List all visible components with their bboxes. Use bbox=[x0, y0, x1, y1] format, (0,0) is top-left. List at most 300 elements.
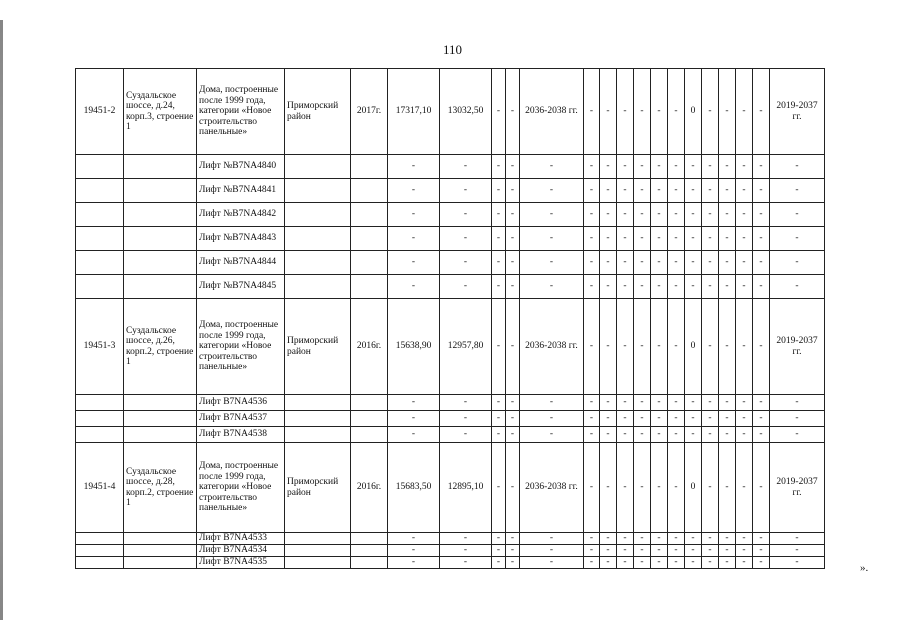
dash-cell: - bbox=[506, 443, 520, 533]
empty-cell bbox=[351, 533, 388, 545]
service-cell: - bbox=[584, 443, 600, 533]
register-id: 19451-3 bbox=[76, 299, 124, 395]
area-total: 15638,90 bbox=[388, 299, 440, 395]
dash-cell: - bbox=[492, 179, 506, 203]
value-cell: - bbox=[388, 227, 440, 251]
value-cell: - bbox=[440, 395, 492, 411]
value-cell: - bbox=[388, 275, 440, 299]
service-cell: - bbox=[617, 179, 634, 203]
service-cell: - bbox=[702, 545, 719, 557]
service-cell: - bbox=[617, 443, 634, 533]
empty-cell bbox=[285, 533, 351, 545]
service-cell: - bbox=[634, 533, 651, 545]
empty-cell bbox=[285, 179, 351, 203]
repair-period: - bbox=[520, 155, 584, 179]
overall-period: - bbox=[770, 545, 825, 557]
overall-period: - bbox=[770, 275, 825, 299]
area-total: 17317,10 bbox=[388, 69, 440, 155]
service-cell: - bbox=[668, 411, 685, 427]
value-cell: - bbox=[440, 203, 492, 227]
service-cell: - bbox=[702, 69, 719, 155]
empty-cell bbox=[76, 227, 124, 251]
service-cell: - bbox=[702, 427, 719, 443]
scan-edge-mark bbox=[0, 20, 3, 620]
repair-period: - bbox=[520, 395, 584, 411]
service-cell: - bbox=[634, 427, 651, 443]
service-cell: - bbox=[617, 545, 634, 557]
empty-cell bbox=[285, 203, 351, 227]
address: Суздальское шоссе, д.24, корп.3, строение 1 bbox=[124, 69, 197, 155]
repair-period: 2036-2038 гг. bbox=[520, 299, 584, 395]
service-cell: - bbox=[668, 443, 685, 533]
empty-cell bbox=[76, 251, 124, 275]
dash-cell: - bbox=[506, 533, 520, 545]
overall-period: - bbox=[770, 533, 825, 545]
dash-cell: - bbox=[506, 395, 520, 411]
service-cell: - bbox=[736, 533, 753, 545]
service-cell: - bbox=[702, 251, 719, 275]
value-cell: - bbox=[440, 251, 492, 275]
building-row bbox=[76, 443, 825, 533]
service-cell: - bbox=[634, 443, 651, 533]
empty-cell bbox=[76, 395, 124, 411]
empty-cell bbox=[285, 411, 351, 427]
service-cell: - bbox=[651, 395, 668, 411]
service-cell: - bbox=[719, 251, 736, 275]
service-cell: - bbox=[584, 299, 600, 395]
service-cell: - bbox=[617, 275, 634, 299]
value-cell: - bbox=[388, 557, 440, 569]
service-cell: - bbox=[753, 427, 770, 443]
service-cell: - bbox=[753, 251, 770, 275]
service-cell: - bbox=[600, 275, 617, 299]
empty-cell bbox=[124, 203, 197, 227]
service-cell: - bbox=[651, 545, 668, 557]
empty-cell bbox=[76, 533, 124, 545]
service-cell: - bbox=[600, 411, 617, 427]
service-cell: - bbox=[600, 427, 617, 443]
service-cell: - bbox=[702, 155, 719, 179]
empty-cell bbox=[285, 545, 351, 557]
service-cell: - bbox=[634, 227, 651, 251]
overall-period: - bbox=[770, 155, 825, 179]
dash-cell: - bbox=[492, 411, 506, 427]
value-cell: - bbox=[440, 557, 492, 569]
service-cell: - bbox=[651, 69, 668, 155]
value-cell: - bbox=[388, 545, 440, 557]
lift-row bbox=[76, 179, 825, 203]
service-cell: - bbox=[736, 179, 753, 203]
district: Приморский район bbox=[285, 443, 351, 533]
empty-cell bbox=[124, 557, 197, 569]
service-cell: - bbox=[584, 179, 600, 203]
service-cell: - bbox=[685, 545, 702, 557]
value-cell: - bbox=[388, 155, 440, 179]
service-cell: - bbox=[634, 251, 651, 275]
overall-period: 2019-2037 гг. bbox=[770, 299, 825, 395]
service-cell: - bbox=[719, 411, 736, 427]
service-cell: - bbox=[668, 203, 685, 227]
dash-cell: - bbox=[506, 545, 520, 557]
service-cell: - bbox=[736, 557, 753, 569]
service-cell: - bbox=[668, 251, 685, 275]
address: Суздальское шоссе, д.28, корп.2, строение 1 bbox=[124, 443, 197, 533]
service-cell: - bbox=[600, 533, 617, 545]
housing-register-table bbox=[75, 68, 825, 569]
empty-cell bbox=[351, 155, 388, 179]
service-cell: - bbox=[600, 545, 617, 557]
lift-row bbox=[76, 557, 825, 569]
service-cell: - bbox=[617, 203, 634, 227]
repair-period: - bbox=[520, 227, 584, 251]
repair-period: - bbox=[520, 179, 584, 203]
service-cell: - bbox=[753, 533, 770, 545]
service-cell: 0 bbox=[685, 69, 702, 155]
service-cell: - bbox=[753, 411, 770, 427]
service-cell: - bbox=[719, 69, 736, 155]
service-cell: - bbox=[617, 533, 634, 545]
service-cell: - bbox=[634, 411, 651, 427]
dash-cell: - bbox=[492, 427, 506, 443]
lift-label: Лифт №B7NA4845 bbox=[197, 275, 285, 299]
district: Приморский район bbox=[285, 299, 351, 395]
service-cell: - bbox=[736, 443, 753, 533]
area-living: 12957,80 bbox=[440, 299, 492, 395]
service-cell: - bbox=[617, 69, 634, 155]
service-cell: - bbox=[584, 69, 600, 155]
service-cell: - bbox=[736, 275, 753, 299]
value-cell: - bbox=[440, 275, 492, 299]
lift-row bbox=[76, 395, 825, 411]
repair-period: - bbox=[520, 533, 584, 545]
service-cell: - bbox=[617, 427, 634, 443]
dash-cell: - bbox=[492, 557, 506, 569]
service-cell: - bbox=[719, 443, 736, 533]
empty-cell bbox=[285, 275, 351, 299]
empty-cell bbox=[124, 427, 197, 443]
empty-cell bbox=[124, 179, 197, 203]
lift-row bbox=[76, 545, 825, 557]
service-cell: - bbox=[685, 275, 702, 299]
service-cell: - bbox=[685, 227, 702, 251]
register-id: 19451-4 bbox=[76, 443, 124, 533]
empty-cell bbox=[76, 179, 124, 203]
empty-cell bbox=[76, 427, 124, 443]
lift-row bbox=[76, 155, 825, 179]
service-cell: - bbox=[634, 69, 651, 155]
dash-cell: - bbox=[506, 227, 520, 251]
service-cell: - bbox=[736, 69, 753, 155]
overall-period: 2019-2037 гг. bbox=[770, 69, 825, 155]
overall-period: - bbox=[770, 427, 825, 443]
service-cell: - bbox=[685, 155, 702, 179]
service-cell: - bbox=[668, 275, 685, 299]
value-cell: - bbox=[440, 533, 492, 545]
area-living: 13032,50 bbox=[440, 69, 492, 155]
category: Дома, построенные после 1999 года, категории «Новое строительство панельные» bbox=[197, 443, 285, 533]
service-cell: - bbox=[685, 395, 702, 411]
service-cell: - bbox=[702, 179, 719, 203]
service-cell: - bbox=[668, 69, 685, 155]
empty-cell bbox=[124, 251, 197, 275]
value-cell: - bbox=[388, 179, 440, 203]
district: Приморский район bbox=[285, 69, 351, 155]
dash-cell: - bbox=[506, 69, 520, 155]
empty-cell bbox=[124, 155, 197, 179]
lift-label: Лифт №B7NA4840 bbox=[197, 155, 285, 179]
service-cell: - bbox=[651, 557, 668, 569]
service-cell: - bbox=[651, 227, 668, 251]
service-cell: - bbox=[753, 299, 770, 395]
category: Дома, построенные после 1999 года, категории «Новое строительство панельные» bbox=[197, 299, 285, 395]
value-cell: - bbox=[440, 227, 492, 251]
service-cell: - bbox=[702, 557, 719, 569]
service-cell: - bbox=[584, 227, 600, 251]
lift-label: Лифт B7NA4537 bbox=[197, 411, 285, 427]
empty-cell bbox=[285, 427, 351, 443]
lift-label: Лифт №B7NA4842 bbox=[197, 203, 285, 227]
service-cell: - bbox=[685, 533, 702, 545]
service-cell: - bbox=[600, 557, 617, 569]
service-cell: - bbox=[685, 251, 702, 275]
service-cell: - bbox=[719, 395, 736, 411]
repair-period: 2036-2038 гг. bbox=[520, 443, 584, 533]
empty-cell bbox=[351, 203, 388, 227]
service-cell: - bbox=[736, 411, 753, 427]
service-cell: - bbox=[651, 533, 668, 545]
service-cell: - bbox=[753, 443, 770, 533]
service-cell: - bbox=[702, 395, 719, 411]
service-cell: - bbox=[719, 203, 736, 227]
dash-cell: - bbox=[506, 203, 520, 227]
service-cell: - bbox=[719, 179, 736, 203]
service-cell: - bbox=[668, 533, 685, 545]
service-cell: - bbox=[685, 557, 702, 569]
service-cell: - bbox=[719, 545, 736, 557]
service-cell: - bbox=[668, 395, 685, 411]
service-cell: - bbox=[634, 395, 651, 411]
repair-period: - bbox=[520, 427, 584, 443]
overall-period: - bbox=[770, 203, 825, 227]
service-cell: - bbox=[584, 251, 600, 275]
empty-cell bbox=[124, 533, 197, 545]
service-cell: - bbox=[736, 299, 753, 395]
lift-label: Лифт №B7NA4844 bbox=[197, 251, 285, 275]
lift-row bbox=[76, 427, 825, 443]
service-cell: - bbox=[651, 443, 668, 533]
empty-cell bbox=[351, 427, 388, 443]
dash-cell: - bbox=[492, 533, 506, 545]
service-cell: - bbox=[753, 227, 770, 251]
dash-cell: - bbox=[492, 69, 506, 155]
dash-cell: - bbox=[506, 179, 520, 203]
service-cell: - bbox=[584, 411, 600, 427]
value-cell: - bbox=[388, 251, 440, 275]
overall-period: 2019-2037 гг. bbox=[770, 443, 825, 533]
lift-label: Лифт B7NA4538 bbox=[197, 427, 285, 443]
dash-cell: - bbox=[506, 411, 520, 427]
service-cell: - bbox=[685, 179, 702, 203]
value-cell: - bbox=[440, 545, 492, 557]
service-cell: - bbox=[651, 411, 668, 427]
overall-period: - bbox=[770, 227, 825, 251]
service-cell: - bbox=[719, 557, 736, 569]
service-cell: - bbox=[685, 203, 702, 227]
lift-row bbox=[76, 251, 825, 275]
service-cell: - bbox=[736, 203, 753, 227]
value-cell: - bbox=[440, 427, 492, 443]
service-cell: - bbox=[617, 227, 634, 251]
lift-label: Лифт №B7NA4841 bbox=[197, 179, 285, 203]
service-cell: - bbox=[719, 227, 736, 251]
empty-cell bbox=[351, 395, 388, 411]
service-cell: - bbox=[600, 443, 617, 533]
dash-cell: - bbox=[492, 251, 506, 275]
service-cell: - bbox=[753, 275, 770, 299]
empty-cell bbox=[124, 411, 197, 427]
empty-cell bbox=[124, 275, 197, 299]
service-cell: - bbox=[617, 299, 634, 395]
service-cell: - bbox=[600, 299, 617, 395]
empty-cell bbox=[285, 557, 351, 569]
area-living: 12895,10 bbox=[440, 443, 492, 533]
dash-cell: - bbox=[506, 299, 520, 395]
dash-cell: - bbox=[506, 275, 520, 299]
service-cell: - bbox=[668, 179, 685, 203]
service-cell: - bbox=[584, 155, 600, 179]
service-cell: - bbox=[584, 427, 600, 443]
service-cell: - bbox=[617, 395, 634, 411]
service-cell: - bbox=[651, 203, 668, 227]
service-cell: - bbox=[753, 203, 770, 227]
value-cell: - bbox=[388, 533, 440, 545]
empty-cell bbox=[285, 251, 351, 275]
value-cell: - bbox=[440, 179, 492, 203]
service-cell: - bbox=[753, 545, 770, 557]
service-cell: - bbox=[668, 155, 685, 179]
service-cell: - bbox=[736, 395, 753, 411]
service-cell: - bbox=[753, 557, 770, 569]
service-cell: - bbox=[702, 227, 719, 251]
dash-cell: - bbox=[506, 155, 520, 179]
empty-cell bbox=[351, 275, 388, 299]
service-cell: 0 bbox=[685, 299, 702, 395]
service-cell: - bbox=[702, 411, 719, 427]
service-cell: - bbox=[719, 155, 736, 179]
repair-period: - bbox=[520, 557, 584, 569]
service-cell: - bbox=[736, 155, 753, 179]
empty-cell bbox=[285, 395, 351, 411]
overall-period: - bbox=[770, 557, 825, 569]
service-cell: - bbox=[736, 227, 753, 251]
lift-label: Лифт B7NA4535 bbox=[197, 557, 285, 569]
repair-period: 2036-2038 гг. bbox=[520, 69, 584, 155]
dash-cell: - bbox=[492, 203, 506, 227]
dash-cell: - bbox=[492, 227, 506, 251]
service-cell: - bbox=[600, 227, 617, 251]
dash-cell: - bbox=[506, 251, 520, 275]
service-cell: - bbox=[600, 251, 617, 275]
service-cell: - bbox=[685, 411, 702, 427]
overall-period: - bbox=[770, 251, 825, 275]
dash-cell: - bbox=[506, 557, 520, 569]
service-cell: 0 bbox=[685, 443, 702, 533]
value-cell: - bbox=[440, 411, 492, 427]
dash-cell: - bbox=[492, 299, 506, 395]
building-row bbox=[76, 69, 825, 155]
service-cell: - bbox=[651, 155, 668, 179]
dash-cell: - bbox=[492, 443, 506, 533]
service-cell: - bbox=[702, 533, 719, 545]
value-cell: - bbox=[388, 427, 440, 443]
value-cell: - bbox=[388, 203, 440, 227]
address: Суздальское шоссе, д.26, корп.2, строение 1 bbox=[124, 299, 197, 395]
service-cell: - bbox=[600, 69, 617, 155]
lift-label: Лифт B7NA4533 bbox=[197, 533, 285, 545]
empty-cell bbox=[76, 203, 124, 227]
empty-cell bbox=[351, 227, 388, 251]
empty-cell bbox=[124, 545, 197, 557]
service-cell: - bbox=[753, 395, 770, 411]
service-cell: - bbox=[634, 545, 651, 557]
page-number: 110 bbox=[442, 42, 463, 57]
service-cell: - bbox=[634, 203, 651, 227]
service-cell: - bbox=[719, 299, 736, 395]
empty-cell bbox=[76, 275, 124, 299]
empty-cell bbox=[124, 395, 197, 411]
empty-cell bbox=[285, 227, 351, 251]
overall-period: - bbox=[770, 411, 825, 427]
service-cell: - bbox=[736, 545, 753, 557]
service-cell: - bbox=[736, 427, 753, 443]
service-cell: - bbox=[702, 275, 719, 299]
service-cell: - bbox=[617, 155, 634, 179]
service-cell: - bbox=[651, 275, 668, 299]
service-cell: - bbox=[719, 427, 736, 443]
lift-row bbox=[76, 203, 825, 227]
dash-cell: - bbox=[492, 275, 506, 299]
empty-cell bbox=[351, 545, 388, 557]
service-cell: - bbox=[651, 251, 668, 275]
empty-cell bbox=[76, 411, 124, 427]
empty-cell bbox=[351, 557, 388, 569]
service-cell: - bbox=[668, 427, 685, 443]
lift-label: Лифт B7NA4534 bbox=[197, 545, 285, 557]
service-cell: - bbox=[651, 299, 668, 395]
register-id: 19451-2 bbox=[76, 69, 124, 155]
value-cell: - bbox=[440, 155, 492, 179]
repair-period: - bbox=[520, 251, 584, 275]
service-cell: - bbox=[634, 299, 651, 395]
category: Дома, построенные после 1999 года, категории «Новое строительство панельные» bbox=[197, 69, 285, 155]
service-cell: - bbox=[600, 155, 617, 179]
empty-cell bbox=[351, 179, 388, 203]
service-cell: - bbox=[584, 275, 600, 299]
repair-period: - bbox=[520, 545, 584, 557]
dash-cell: - bbox=[492, 395, 506, 411]
empty-cell bbox=[351, 411, 388, 427]
service-cell: - bbox=[584, 203, 600, 227]
build-year: 2017г. bbox=[351, 69, 388, 155]
service-cell: - bbox=[685, 427, 702, 443]
repair-period: - bbox=[520, 203, 584, 227]
building-row bbox=[76, 299, 825, 395]
empty-cell bbox=[76, 155, 124, 179]
build-year: 2016г. bbox=[351, 443, 388, 533]
lift-row bbox=[76, 411, 825, 427]
service-cell: - bbox=[702, 203, 719, 227]
service-cell: - bbox=[753, 69, 770, 155]
